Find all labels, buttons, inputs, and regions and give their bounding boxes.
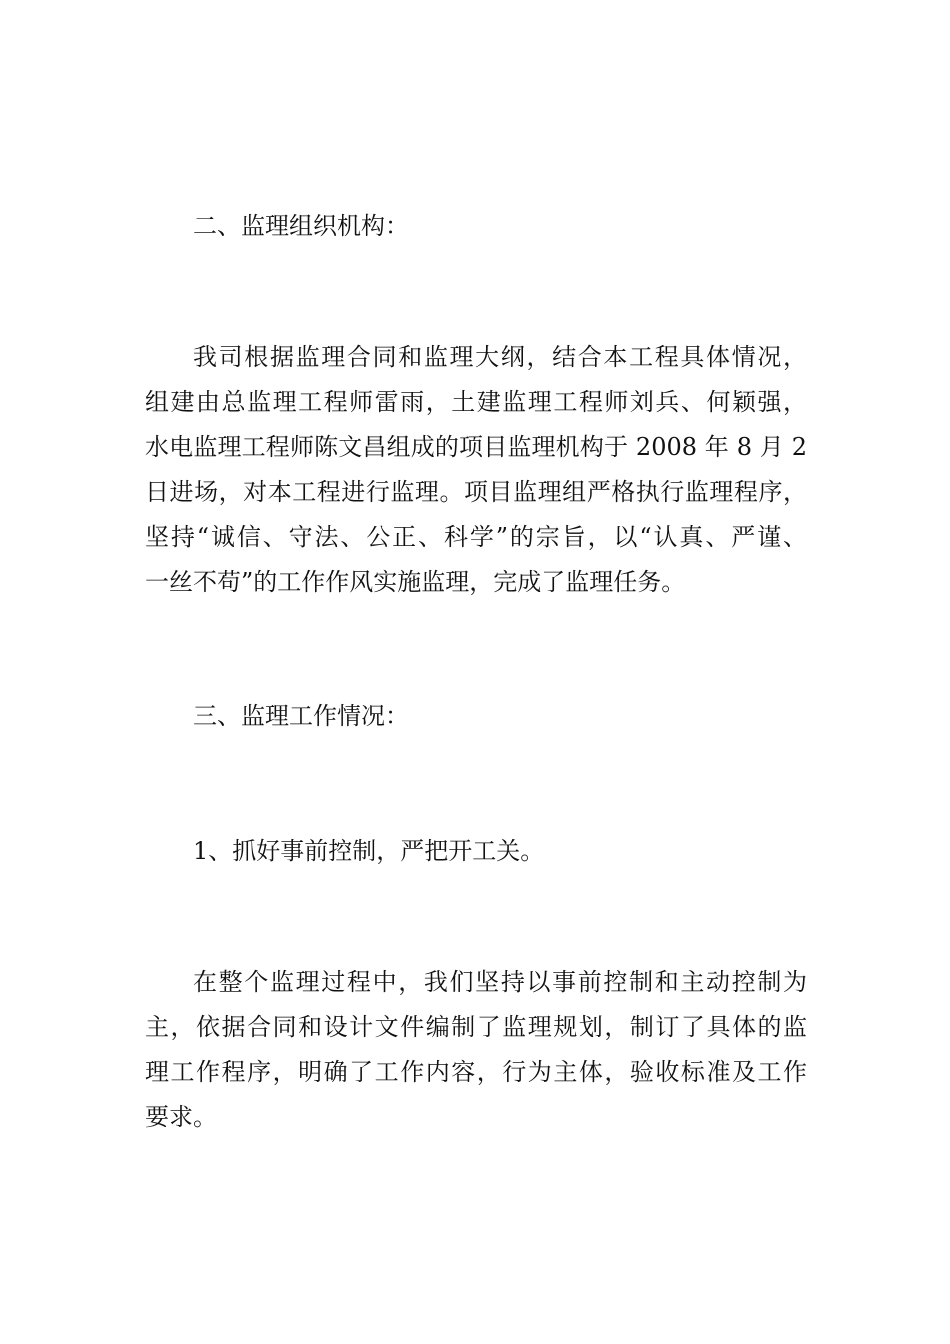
paragraph-line: 一丝不苟”的工作作风实施监理，完成了监理任务。 <box>145 568 686 596</box>
paragraph-line: 水电监理工程师陈文昌组成的项目监理机构于 2008 年 8 月 2 <box>145 433 807 461</box>
section-heading-work-status: 三、监理工作情况： <box>193 702 409 730</box>
paragraph-line: 组建由总监理工程师雷雨，土建监理工程师刘兵、何颖强， <box>145 388 807 416</box>
paragraph-line: 在整个监理过程中，我们坚持以事前控制和主动控制为 <box>193 968 807 996</box>
paragraph-line: 坚持“诚信、守法、公正、科学”的宗旨，以“认真、严谨、 <box>145 523 807 551</box>
paragraph-line: 主，依据合同和设计文件编制了监理规划，制订了具体的监 <box>145 1013 807 1041</box>
paragraph-line: 日进场，对本工程进行监理。项目监理组严格执行监理程序， <box>145 478 807 506</box>
section-heading-organization: 二、监理组织机构： <box>193 212 409 240</box>
subsection-heading-pre-control: 1、抓好事前控制，严把开工关。 <box>193 837 545 865</box>
paragraph-line: 理工作程序，明确了工作内容，行为主体，验收标准及工作 <box>145 1058 807 1086</box>
paragraph-line: 我司根据监理合同和监理大纲，结合本工程具体情况， <box>193 343 807 371</box>
paragraph-line: 要求。 <box>145 1103 217 1131</box>
